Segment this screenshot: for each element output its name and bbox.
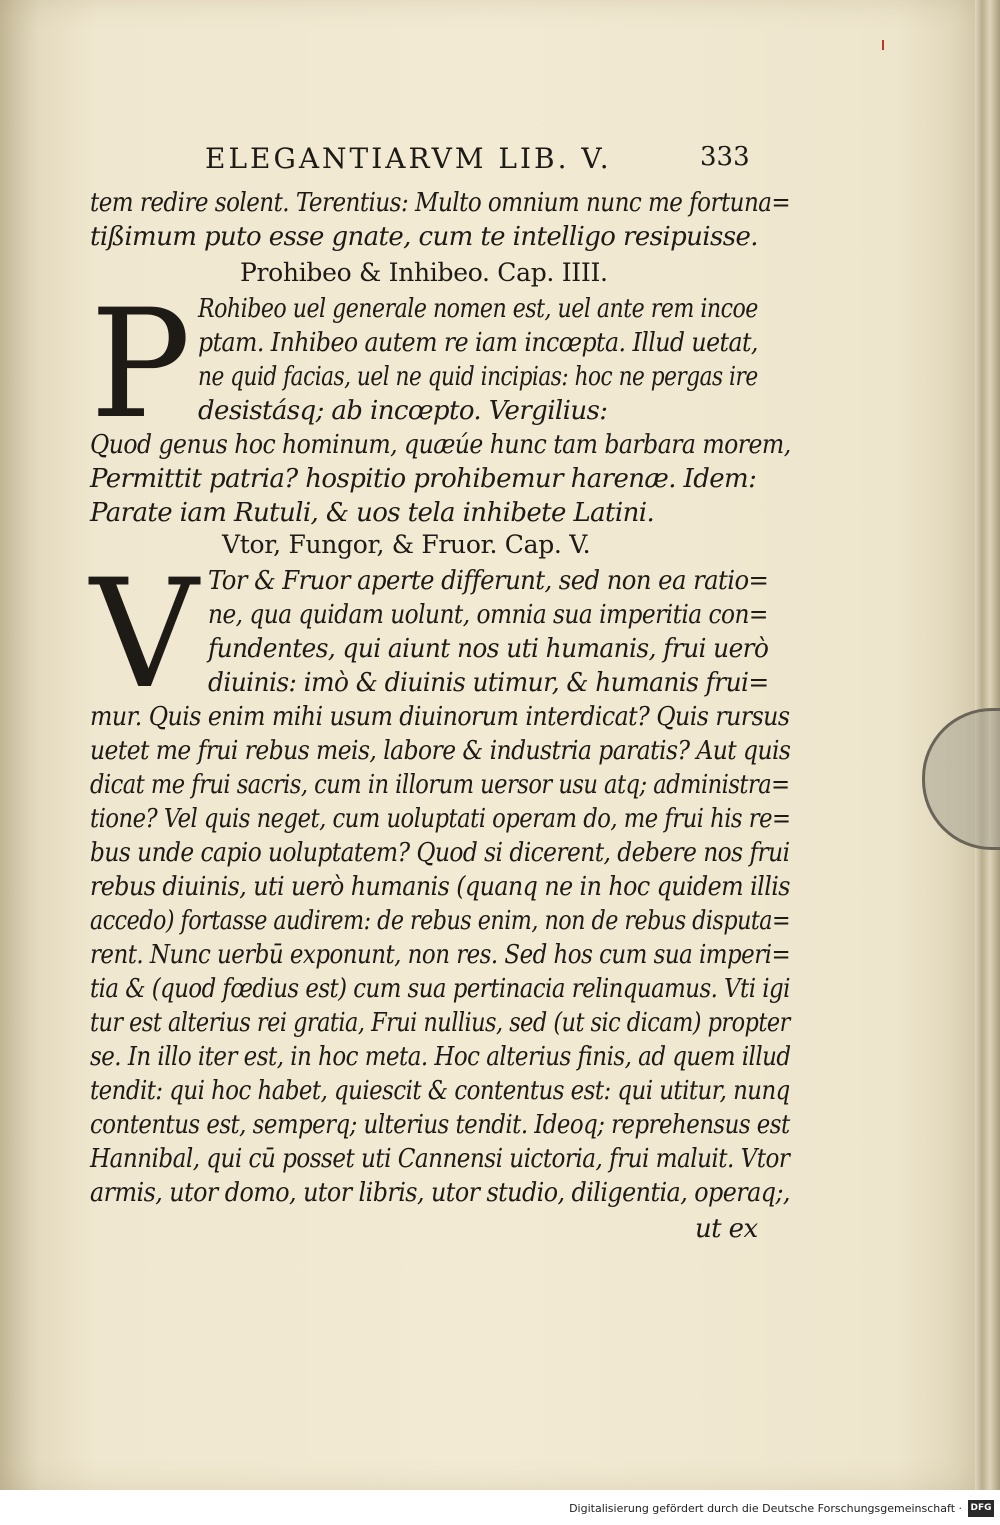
folio-number: 333 [700,142,750,172]
text-line: Parate iam Rutuli, & uos tela inhibete Latini. [90,498,655,528]
text-line: tem redire solent. Terentius: Multo omnium nunc me fortuna= [90,188,791,218]
chapter-heading: Prohibeo & Inhibeo. Cap. IIII. [240,258,608,287]
red-ink-mark [882,40,884,50]
text-line: ptam. Inhibeo autem re iam incœpta. Illud uetat, [198,328,758,358]
text-line: se. In illo iter est, in hoc meta. Hoc alterius finis, ad quem illud [90,1042,791,1072]
text-line: accedo) fortasse audirem: de rebus enim, non de rebus disputa= [90,906,791,936]
running-title: ELEGANTIARVM LIB. V. [205,142,612,175]
catchword: ut ex [695,1214,758,1244]
text-line: bus unde capio uoluptatem? Quod si dicerent, debere nos frui [90,838,790,868]
text-line: dicat me frui sacris, cum in illorum uersor usu atq; administra= [90,770,790,800]
text-line: tia & (quod fœdius est) cum sua pertinacia relinquamus. Vti igi [90,974,790,1004]
text-line: Rohibeo uel generale nomen est, uel ante rem incoe [198,294,758,324]
text-line: tur est alterius rei gratia, Frui nullius, sed (ut sic dicam) propter [90,1008,790,1038]
text-line: uetet me frui rebus meis, labore & industria paratis? Aut quis [90,736,791,766]
text-line: Quod genus hoc hominum, quæúe hunc tam barbara morem, [90,430,791,460]
drop-cap-initial: V [90,548,199,722]
text-line: desistásq; ab incœpto. Vergilius: [198,396,608,426]
funding-credit: Digitalisierung gefördert durch die Deutsche Forschungsgemeinschaft · [569,1502,962,1515]
chapter-heading: Vtor, Fungor, & Fruor. Cap. V. [222,530,591,559]
text-line: tendit: qui hoc habet, quiescit & contentus est: qui utitur, nunq [90,1076,790,1106]
text-line: mur. Quis enim mihi usum diuinorum interdicat? Quis rursus [90,702,790,732]
footer-bar [0,1496,1000,1525]
text-line: armis, utor domo, utor libris, utor studio, diligentia, operaq;, [90,1178,790,1208]
text-line: rebus diuinis, uti uerò humanis (quanq ne in hoc quidem illis [90,872,790,902]
text-line: contentus est, semperq; ulterius tendit. Ideoq; reprehensus est [90,1110,790,1140]
text-line: fundentes, qui aiunt nos uti humanis, frui uerò [208,634,769,664]
text-line: ne, qua quidam uolunt, omnia sua imperitia con= [208,600,768,630]
dfg-logo: DFG [968,1500,994,1517]
text-line: rent. Nunc uerbū exponunt, non res. Sed hos cum sua imperi= [90,940,791,970]
text-line: ne quid facias, uel ne quid incipias: hoc ne pergas ire [198,362,758,392]
text-line: Hannibal, qui cū posset uti Cannensi uictoria, frui maluit. Vtor [90,1144,790,1174]
text-line: tione? Vel quis neget, cum uoluptati operam do, me frui his re= [90,804,791,834]
text-line: Permittit patria? hospitio prohibemur harenæ. Idem: [90,464,757,494]
text-line: diuinis: imò & diuinis utimur, & humanis frui= [208,668,769,698]
text-line: Tor & Fruor aperte differunt, sed non ea ratio= [208,566,769,596]
text-line: tißimum puto esse gnate, cum te intelligo resipuisse. [90,222,758,252]
drop-cap-initial: P [90,278,191,452]
